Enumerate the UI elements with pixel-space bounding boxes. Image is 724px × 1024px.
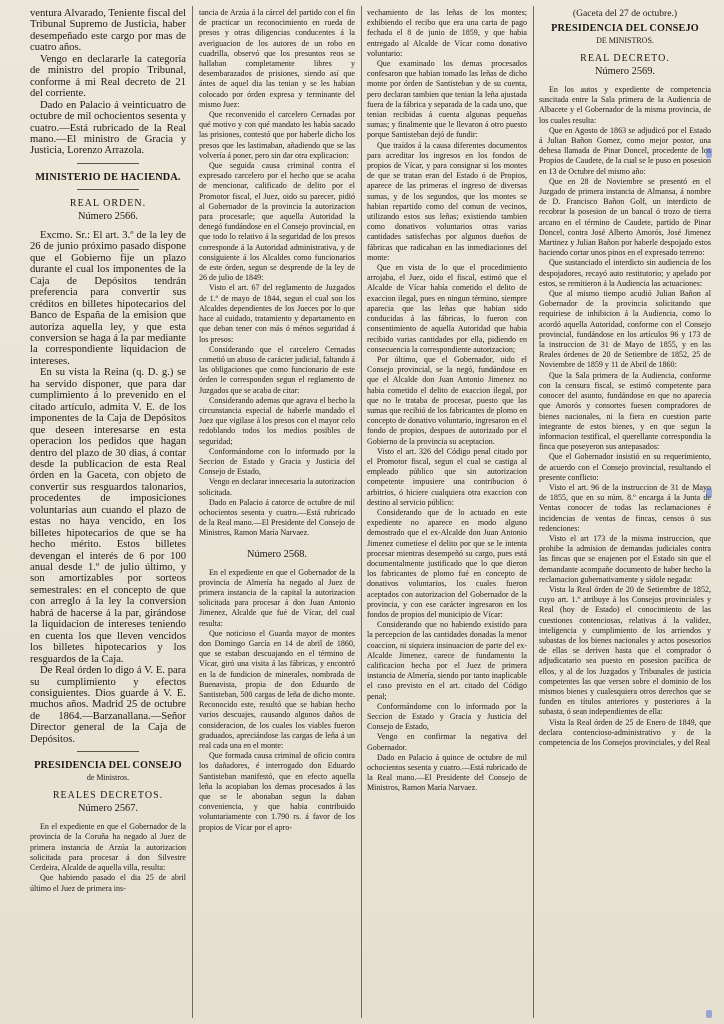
paragraph: Considerando ademas que agrava el hecho la circunstancia especial de haberle mandado el Juez que vigilase á los presos con el mayor celo redoblando todos los medios posibles de seguridad; xyxy=(199,395,355,446)
column-4 xyxy=(539,8,711,1018)
section-heading-presidencia: PRESIDENCIA DEL CONSEJO xyxy=(551,23,699,34)
paragraph: Visto el art. 67 del reglamento de Juzgados de 1.º de mayo de 1844, segun el cual son los Alcaldes dependientes de los Jueces por lo que hace al cuidado, tratamiento y departamento en que deban tener con más ó ménos seguridad á los presos: xyxy=(199,283,355,344)
paragraph: Que la Sala primera de la Audiencia, conforme con la censura fiscal, se estimó competente para conocer del asunto, fundándose en que no aparecía que Amorós y consortes fuesen compradores de bienes nacionales, ni la fiera en cuestion parte integrante de estos bienes, y en que segun la informacion testifical, el querellante correspondia la finca que poseyeron sus antepasados: xyxy=(539,370,711,452)
decree-number: Número 2569. xyxy=(594,66,656,77)
paragraph: tancia de Arzúa á la cárcel del partido con el fin de practicar un reconocimiento en rueda de presos y otras diligencias conducentes á la averiguacion de los autores de un robo en cuadrilla, observó que los presuntos reos se hallaban completamente libres y desembarazados de prisiones, siendo así que ántes de aquel dia las tenian y se les habian colocado por órden expresa y terminante del mismo Juez: xyxy=(199,8,355,109)
paragraph: Dado en Palacio á catorce de octubre de mil ochocientos sesenta y cuatro.—Está rubricado de la Real mano.—El Presidente del Consejo de Ministros, Ramon María Narvaez. xyxy=(199,497,355,538)
paragraph: Que en vista de lo que el procedimiento arrojaba, el Juez, oido el fiscal, estimó que el Alcalde de Vícar había cometido el delito de exaccion ilegal, pues en ningun término, siempre aparecia que las leñas que habian sido conducidas á las fábricas, lo fueron con consentimiento de aquella Autoridad que habia recibido varias cantidades por ella, pidiendo en consecuencia la correspondiente autorizacion; xyxy=(367,263,527,354)
paragraph: Considerando que no habiendo existido para la percepcion de las cantidades donadas la menor coaccion, ni siquiera insinuacion de parte del ex-Alcalde Jimenez, carece de fundamento la calificacion hecha por el Juez de primera instancia de Almería, siendo por tanto inaplicable el caso previsto en el art. citado del Código penal; xyxy=(367,620,527,701)
small-print-block xyxy=(30,822,186,893)
paragraph: Conformándome con lo informado por la Seccion de Estado y Gracia y Justicia del Consejo de Estado, xyxy=(367,701,527,732)
paragraph: Conformándome con lo informado por la Seccion de Estado y Gracia y Justicia del Consejo de Estado, xyxy=(199,446,355,477)
paragraph: Que al mismo tiempo acudió Julian Bañon al Gobernador de la provincia solicitando que requiriese de inhibicion á la Audiencia, como lo acordó aquella Autoridad, conforme con el Consejo provincial, fundándose en los artículos 96 y 173 de la instruccion de 31 de Mayo de 1855, y en las Reales órdenes de 20 de Setiembre de 1852, 25 de Noviembre de 1859 y 11 de Abril de 1860: xyxy=(539,289,711,370)
paragraph: Vista la Real órden de 20 de Setiembre de 1852, cuyo art. 1.º atribuye á los Consejos provinciales y Real (hoy de Estado) el conocimiento de las cuestiones contenciosas, relativas á la validez, inteligencia y cumplimiento de los arriendos y subastas de los bienes nacionales y actos posesorios de ellas se deriven hasta que el comprador ó adjudicatario sea puesto en posesion pacífica de ellos, y al de los Juzgados y Tribunales de justicia competentes las que versen sobre el dominio de los mismos bienes y cualesquiera otros derechos que se funden en títulos anteriores y posteriores á la subasta, ó sean independientes de ella: xyxy=(539,584,711,717)
paragraph: Visto el art. 326 del Código penal citado por el Promotor fiscal, segun el cual se castiga al empleado público que sin autorizacion competente impusiere una contribucion ó arbitrios, ó hiciere cualquiera otra exaccion con destino al servicio público: xyxy=(367,446,527,507)
paragraph: Que en 28 de Noviembre se presentó en el Juzgado de primera instancia de Almansa, á nombre de D. Francisco Bañon Golf, un interdicto de recobrar la posesion de un bancal ó trozo de tierra arcano en el término de Caudete, partido de Pinar Doncel, contra José Alberto Amorós, José Jimenez Martinez y Julian Bañon por haberle despojado estos haciendo cortar unos pinos en el expresado terreno: xyxy=(539,176,711,258)
separator-rule xyxy=(77,163,139,164)
decree-number: Número 2568. xyxy=(246,548,308,560)
paragraph: Que habiendo pasado el dia 25 de abril último el Juez de primera ins- xyxy=(30,873,186,893)
paragraph: Vista la Real órden de 25 de Enero de 1849, que declara contencioso-administrativo y de la competencia de los Consejos provinciales, y del Real xyxy=(539,717,711,747)
separator-rule xyxy=(77,751,139,752)
paragraph: Considerando que el carcelero Cernadas cometió un abuso de carácter judicial, faltando á las obligaciones que como funcionario de este órden le corresponden segun el reglamento de Juzgados que se acaba de citar: xyxy=(199,344,355,395)
paragraph: ventura Alvarado, Teniente fiscal del Tribunal Supremo de Justicia, haber desempeñado este cargo por mas de cuatro años. xyxy=(30,8,186,54)
paragraph: Que traídos á la causa diferentes documentos para acreditar los ingresos en los fondos de propios de Vícar, y para consignar si los montes de que se tratan eran del Estado ó de Propios, aparece de las primeras el ingreso de diversas sumas, y de los segundos, que los montes se habian repartido como del comun de vecinos, utilizando estos sus leñas; existiendo tambien como donativos voluntarios otras varias cantidades satisfechas por algunos dueños de fábricas que radicaban en las inmediaciones del monte: xyxy=(367,140,527,262)
paragraph: Visto el art 173 de la misma instruccion, que prohibe la admision de demandas judiciales contra las fincas que se enajenen por el Estado sin que el demandante acompañe documento de haber hecho la reclamacion gubernativamente y sídole negada: xyxy=(539,533,711,584)
paragraph: De Real órden lo digo á V. E. para su cumplimiento y efectos consiguientes. Dios guarde á V. E. muchos años. Madrid 25 de octubre de 1864.—Barzanallana.—Señor Director general de la Caja de Depósitos. xyxy=(30,665,186,745)
scan-mark xyxy=(706,488,712,498)
scan-mark xyxy=(706,148,712,158)
section-heading-presidencia: PRESIDENCIA DEL CONSEJO xyxy=(34,760,182,772)
paragraph: vechamiento de las leñas de los montes; exhibiendo el recibo que era una carta de pago fechada el 8 de junio de 1859, y que habia entregado al Alcalde de Vícar como donativo voluntario: xyxy=(367,8,527,58)
paragraph: Vengo en declararle la categoría de ministro del propio Tribunal, conforme á mi Real decreto de 21 del corriente. xyxy=(30,53,186,100)
gazette-reference: (Gaceta del 27 de octubre.) xyxy=(572,8,678,19)
paragraph: Considerando que de lo actuado en este expediente no aparece en modo alguno demostrado que el ex-Alcalde don Juan Antonio Jimenez cometiese el delito por que se le intenta procesar mientras desempeñó su cargo, pues está documentalmente justificado que lo que dieron los fabricantes de plomo fué en concepto de donativos voluntarios, los cuales fueron aceptados con autorizacion del Gobernador de la provincia, y con ese carácter ingresaron en los fondos de propios del municipio de Vícar: xyxy=(367,507,527,619)
paragraph: Que examinado los demas procesados confesaron que habian tomado las leñas de dicho monte por órden de Santisteban y de su cuenta, pero declaran tambien que tenian la leña ajustada fuera de la fábrica y separada de la cada uno, que tenian recibidas á cuenta algunas pequeñas sumas; y finalmente que le llevaron á otro puesto porque Santisteban dejó de fundir: xyxy=(367,59,527,140)
paragraph: Que reconvenido el carcelero Cernadas por qué motivo y con qué mandato les había sacado las prisiones, contestó que por haberle dicho los presos que les lastimaban, añadiendo que se las volvería á poner, pero sin dar otra explicacion: xyxy=(199,110,355,160)
decree-title: REAL DECRETO. xyxy=(580,53,670,64)
paragraph: En los autos y expediente de competencia suscitada entre la Sala primera de la Audiencia de Albacete y el Gobernador de la misma provincia, de los cuales resulta: xyxy=(539,85,711,125)
paragraph: Vengo en confirmar la negativa del Gobernador. xyxy=(367,732,527,752)
paragraph: En su vista la Reina (q. D. g.) se ha servido disponer, que para dar cumplimiento á lo prevenido en el citado artículo, admita V. E. de los imponentes de la Caja de Depósitos que deseen interesarse en esta operacion los pedidos que hagan dentro del plazo de 30 dias, á contar desde la publicacion de esta Real órden en la Gaceta, con objeto de convertir sus resguardos talonarios, procedentes de imposiciones voluntarias aun cuando el plazo de estas no haya vencido, en los billetes hipotecarios de que se ha hecho mérito. Estos billetes devengan el interés de 6 por 100 anual desde 1.º de julio último, y son amortizables por sorteos semestrales: en el concepto de que con arreglo á la ley la conversion habrá de hacerse á la par, girándose la liquidacion de intereses teniendo en cuenta los que lleven vencidos los billetes hipotecarios y los resguardos de la Caja. xyxy=(30,367,186,665)
paragraph: Dado en Palacio á quince de octubre de mil ochocientos sesenta y cuatro.—Está rubricado de la Real mano.—El Presidente del Consejo de Ministros, Ramon María Narvaez. xyxy=(367,752,527,793)
column-divider xyxy=(533,6,534,1018)
paragraph: Que seguida causa criminal contra el expresado carcelero por el hecho que se acaba de mencionar, calificado de delito por el Promotor fiscal, el Juez, oido su parecer, pidió al Gobernador de la provincia la autorizacion para procesarle; que aquella Autoridad la denegó fundándose en el Consejo provincial, en que todo lo relativo á la seguridad de los presos corresponde á la Autoridad administrativa, y de consiguiente á los Alcaldes como funcionarios de este órden, segun se desprende de la ley de 26 de julio de 1849: xyxy=(199,161,355,283)
column-1 xyxy=(30,8,186,1018)
order-number: Número 2566. xyxy=(77,210,139,222)
section-subheading: DE MINISTROS. xyxy=(596,36,654,45)
paragraph: Vengo en declarar innecesaria la autorizacion solicitada. xyxy=(199,477,355,497)
paragraph: En el expediente en que el Gobernador de la provincia de la Coruña ha negado al Juez de primera instancia de Arzúa la autorizacion solicitada para procesar á don Silvestre Cerdeira, Alcalde de aquella villa, resulta: xyxy=(30,822,186,873)
column-3 xyxy=(367,8,527,1018)
paragraph: Que noticioso el Guarda mayor de montes don Domingo García en 14 de abril de 1860, que se estaban descuajando en el término de Vícar, giró una visita á las fábricas, y encontró en la de fundicion de minerales, nombrada de Buenavista, propia de don Eduardo de Santisteban, 500 cargas de leña de dicho monte. Reconocido este, resultó que se habian hecho varios descuajes, causando algunos daños de consideracion, de los cuales los viables fueron graduados, apreciándose las cargas de leña á un real cada una en el monte: xyxy=(199,628,355,751)
paragraph: Dado en Palacio á veinticuatro de octubre de mil ochocientos sesenta y cuatro.—Está rubricado de la Real mano.—El ministro de Gracia y Justicia, Lorenzo Arrazola. xyxy=(30,99,186,157)
decree-number: Número 2567. xyxy=(77,803,139,815)
paragraph: Excmo. Sr.: El art. 3.º de la ley de 26 de junio próximo pasado dispone que el Gobierno fije un plazo durante el cual los imponentes de la Caja de Depósitos tendrán preferencia para convertir sus créditos en billetes hipotecarios del Banco de España de la emision que autoriza aquella ley, y que esta conversion se haga á la par mediante la correspondiente liquidacion de intereses. xyxy=(30,229,186,367)
column-divider xyxy=(361,6,362,1018)
paragraph: Por último, que el Gobernador, oido el Consejo provincial, se la negó, fundándose en que el Alcalde don Juan Antonio Jimenez no habia cometido el delito de exaccion ilegal, por que no le trataba de procesar, puesto que las sumas que recibió de los fabricantes de plomo en concepto de donativo voluntario, ingresaron en el fondo de propios, despues de autorizado por el Gobierno de la provincia su aceptacion. xyxy=(367,354,527,446)
paragraph: Visto el art. 96 de la instruccion de 31 de Mayo de 1855, que en su núm. 8.º encarga á la Junta de Ventas conocer de todas las reclamaciones é incidencias de ventas de fincas, censos ó sus redenciones: xyxy=(539,482,711,533)
order-title: REAL ORDEN. xyxy=(69,197,147,209)
section-heading-hacienda: MINISTERIO DE HACIENDA. xyxy=(35,171,181,183)
column-divider xyxy=(192,6,193,1018)
paragraph: Que en Agosto de 1863 se adjudicó por el Estado á Julian Bañon Gomez, como mejor postor, una dehesa llamada de Pinar Doncel, procedente de los Propios de Caudete, de la cual se le puso en posesion en 13 de Octubre del mismo año: xyxy=(539,125,711,176)
paragraph: En el expediente en que el Gobernador de la provincia de Almería ha negado al Juez de primera instancia de la capital la autorizacion solicitada para procesar á don Juan Antonio Jimenez, Alcalde que fué de Vícar, del cual resulta: xyxy=(199,567,355,628)
separator-rule xyxy=(77,189,139,190)
column-2 xyxy=(199,8,355,1018)
paragraph: Que formada causa criminal de oficio contra los dañadores, é interrogado don Eduardo Santisteban manifestó, que en efecto aquella leña la acopiaban los demas procesados á las que se le abonaban segun la daban conveniencia, y que habia contribuido voluntariamente con 1.790 rs. á favor de los propios de Vícar por el apro- xyxy=(199,751,355,832)
paragraph: Que el Gobernador insistió en su requerimiento, de acuerdo con el Consejo provincial, resultando el presente conflicto: xyxy=(539,452,711,482)
paragraph: Que sustanciado el interdicto sin audiencia de los despojadores, recayó auto restitutorio; y apelado por estos, se remitieron á la Audiencia las actuaciones: xyxy=(539,258,711,288)
scan-mark xyxy=(706,1010,712,1018)
decrees-title: REALES DECRETOS. xyxy=(52,790,164,802)
section-subheading: de Ministros. xyxy=(86,773,130,783)
